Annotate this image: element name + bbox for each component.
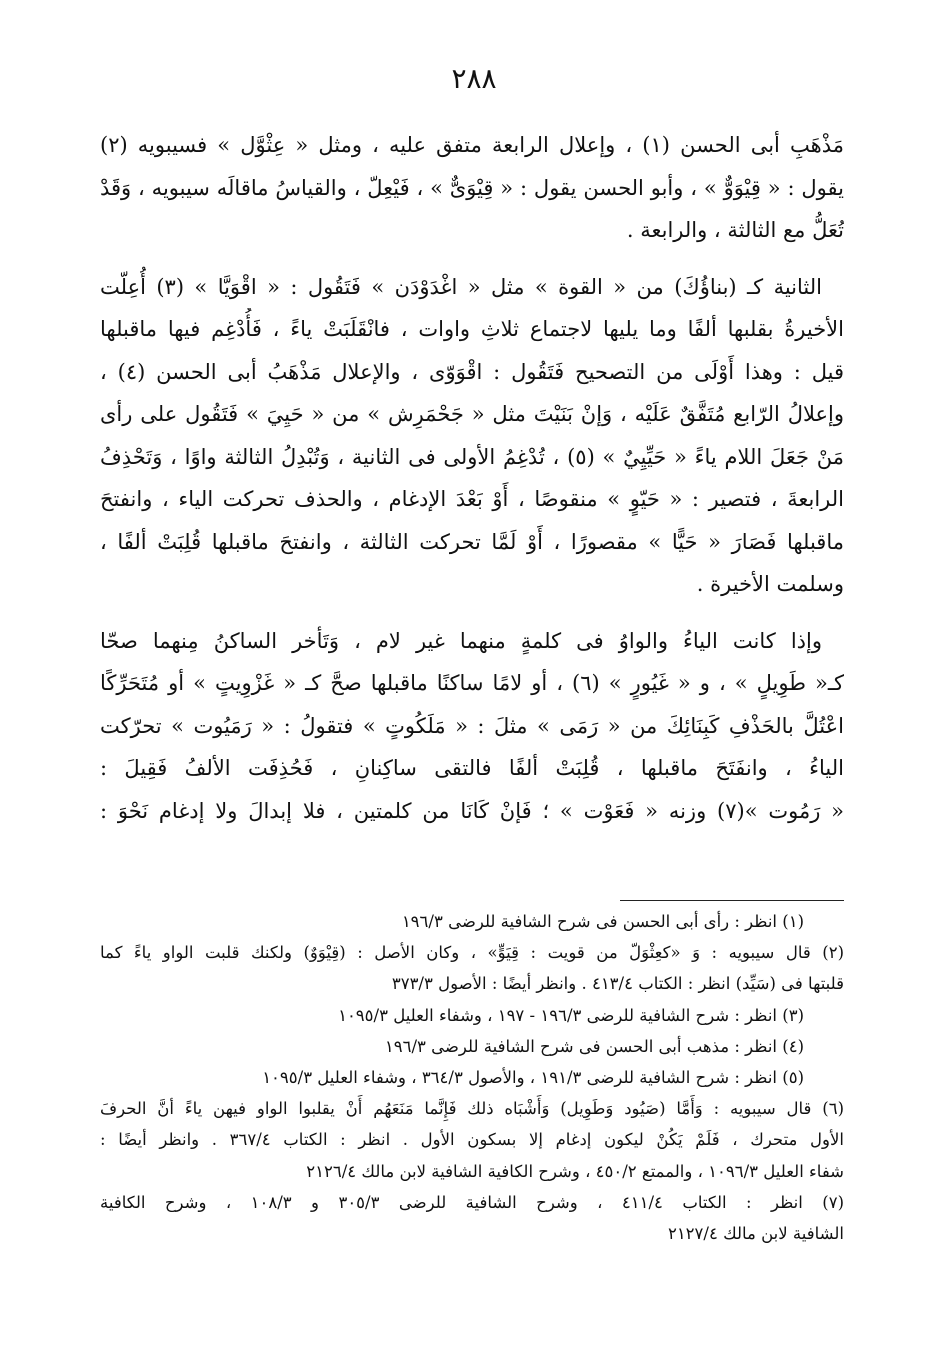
- text-line: اعْتُلَّ بالحَذْفِ كَبِنَائِكَ من « رَمَى » مثلَ : « مَلَكُوتٍ » فتقولُ : « رَمَيُوت » تحرّكت: [100, 713, 844, 738]
- paragraph-3: [100, 620, 844, 833]
- footnote-divider: [620, 900, 844, 901]
- text-line: يقول : « قِيْوَوٌّ » ، وأبو الحسن يقول : « قِيْوَىٌّ » ، فَيْعِلّ ، والقياسُ ماقالَه سيبويه ، وَقَدْ: [100, 175, 844, 200]
- text-line: الثانية كـ (بناؤُكَ) من « القوة » مثل « اغْدَوْدَن » فَتَقُول : « اقْوَيَّا » (٣) أُعِلّت: [100, 274, 822, 299]
- footnote-3: (٣) انظر : شرح الشافية للرضى ١٩٦/٣ - ١٩٧ ، وشفاء العليل ١٠٩٥/٣: [338, 1005, 804, 1025]
- text-line: ماقبلها فَصَارَ « حَيًّا » مقصورًا ، أَوْ لَمَّا تحركت الثالثة ، وانفتحَ ماقبلها قُلِبَتْ ألفًا ،: [100, 529, 844, 554]
- text-line: كـ« طَوِيلٍ » ، و « غَيُورٍ » (٦) ، أو لامًا ساكنًا ماقبلها صحَّ كـ « غَزْوِيتٍ » أو مُتَحَرِّكًا: [100, 671, 844, 695]
- text-line: « رَمُوت »(٧) وزنه « فَعَوْت » ؛ فَإنْ كَانَا من كلمتين ، فلا إبدالَ ولا إدغام نَحْوَ :: [100, 798, 844, 823]
- text-line: تُعَلُّ مع الثالثة ، والرابعة .: [626, 218, 844, 242]
- footnote-1: (١) انظر : رأى أبى الحسن فى شرح الشافية للرضى ١٩٦/٣: [401, 912, 804, 931]
- text-line: قيل : وهذا أَوْلَى من التصحيح فَتَقُول : اقْوَوّى ، والإعلال مَذْهَبُ أبى الحسن (٤) ،: [100, 359, 844, 384]
- text-line: مَذْهَبِ أبى الحسن (١) ، وإعلال الرابعة متفق عليه ، ومثل « عِثْوَّل » فسيبويه (٢): [100, 133, 844, 157]
- footnote-5: (٥) انظر : شرح الشافية للرضى ١٩١/٣ ، والأصول ٣٦٤/٣ ، وشفاء العليل ١٠٩٥/٣: [262, 1068, 804, 1088]
- page-number: ٢٨٨: [451, 62, 497, 95]
- paragraph-1: [100, 124, 844, 252]
- text-line: مَنْ جَعَلَ اللام ياءً « حَيِّيِيٌ » (٥) ، تُدْغِمُ الأولى فى الثانية ، وَتُبْدِلُ الثالثة واوًا ، وَتَحْذِفُ: [100, 444, 844, 469]
- footnote-2-cont: قلبتها فى (سَيِّد) انظر : الكتاب ٤١٣/٤ . وانظر أيضًا : الأصول ٣٧٣/٣: [391, 974, 844, 994]
- text-line: الياءُ ، وانفَتَحَ ماقبلها ، قُلِبَتْ ألفًا فالتقى ساكِنانِ ، فَحُذِفَت الألفُ فَقِيلَ :: [100, 756, 844, 780]
- footnote-2: (٢) قال سيبويه : وَ «كعِثْوَلّ من قويت : قِيَوٍّ» ، وكان الأصل : (قِيْوَوٌ) ولكنك قلبت الواو ياءً كما: [100, 943, 844, 963]
- text-line: الرابعةَ ، فتصير : « حَيّوٍ » منقوصًا ، أَوْ بَعْدَ الإدغام ، والحذف تحركت الياء ، وانفتحَ: [100, 487, 844, 511]
- text-line: وسلمت الأخيرة .: [696, 572, 844, 596]
- footnote-4: (٤) انظر : مذهب أبى الحسن فى شرح الشافية للرضى ١٩٦/٣: [384, 1036, 804, 1056]
- footnote-6-cont: شفاء العليل ١٠٩٦/٣ ، والممتع ٤٥٠/٢ ، وشرح الكافية الشافية لابن مالك ٢١٢٦/٤: [306, 1161, 844, 1181]
- text-line: وإذا كانت الياءُ والواوُ فى كلمةٍ منهما غير لام ، وَتَأخر الساكنُ مِنهما صحّا: [100, 628, 822, 653]
- text-line: وإعلالُ الرّابع مُتَفَّقٌ عَلَيْه ، وَإنْ بَنَيْتَ مثل « جَحْمَرِش » من « حَيِيَ » فَتَقُول على رأى: [100, 402, 844, 426]
- paragraph-2: [100, 266, 844, 606]
- footnote-6: (٦) قال سيبويه : وَأَمَّا (صَيُود وَطَوِيل) وَأَشْبَاه ذلك فَإِنَّما مَنَعَهُم أَنْ يقلبوا الواو فيهن ياءً أنَّ الحرفَ: [100, 1099, 844, 1119]
- footnote-7: (٧) انظر : الكتاب ٤١١/٤ ، وشرح الشافية للرضى ٣٠٥/٣ و ١٠٨/٣ ، وشرح الكافية: [100, 1192, 844, 1212]
- footnotes: [100, 906, 844, 1249]
- footnote-7-cont: الشافية لابن مالك ٢١٢٧/٤: [667, 1224, 844, 1244]
- footnote-6-cont: الأول متحرك ، فَلَمْ يَكُنْ ليكون إدغام إلا بسكون الأول . انظر : الكتاب ٣٦٧/٤ . وانظر أيضًا :: [100, 1130, 844, 1150]
- text-line: الأخيرةُ بقلبها ألفًا وما يليها لاجتماع ثلاثِ واوات ، فانْقَلَبَتْ ياءً ، فَأُدْغِم فيها ماقبلها: [100, 317, 844, 341]
- main-text: [100, 124, 844, 846]
